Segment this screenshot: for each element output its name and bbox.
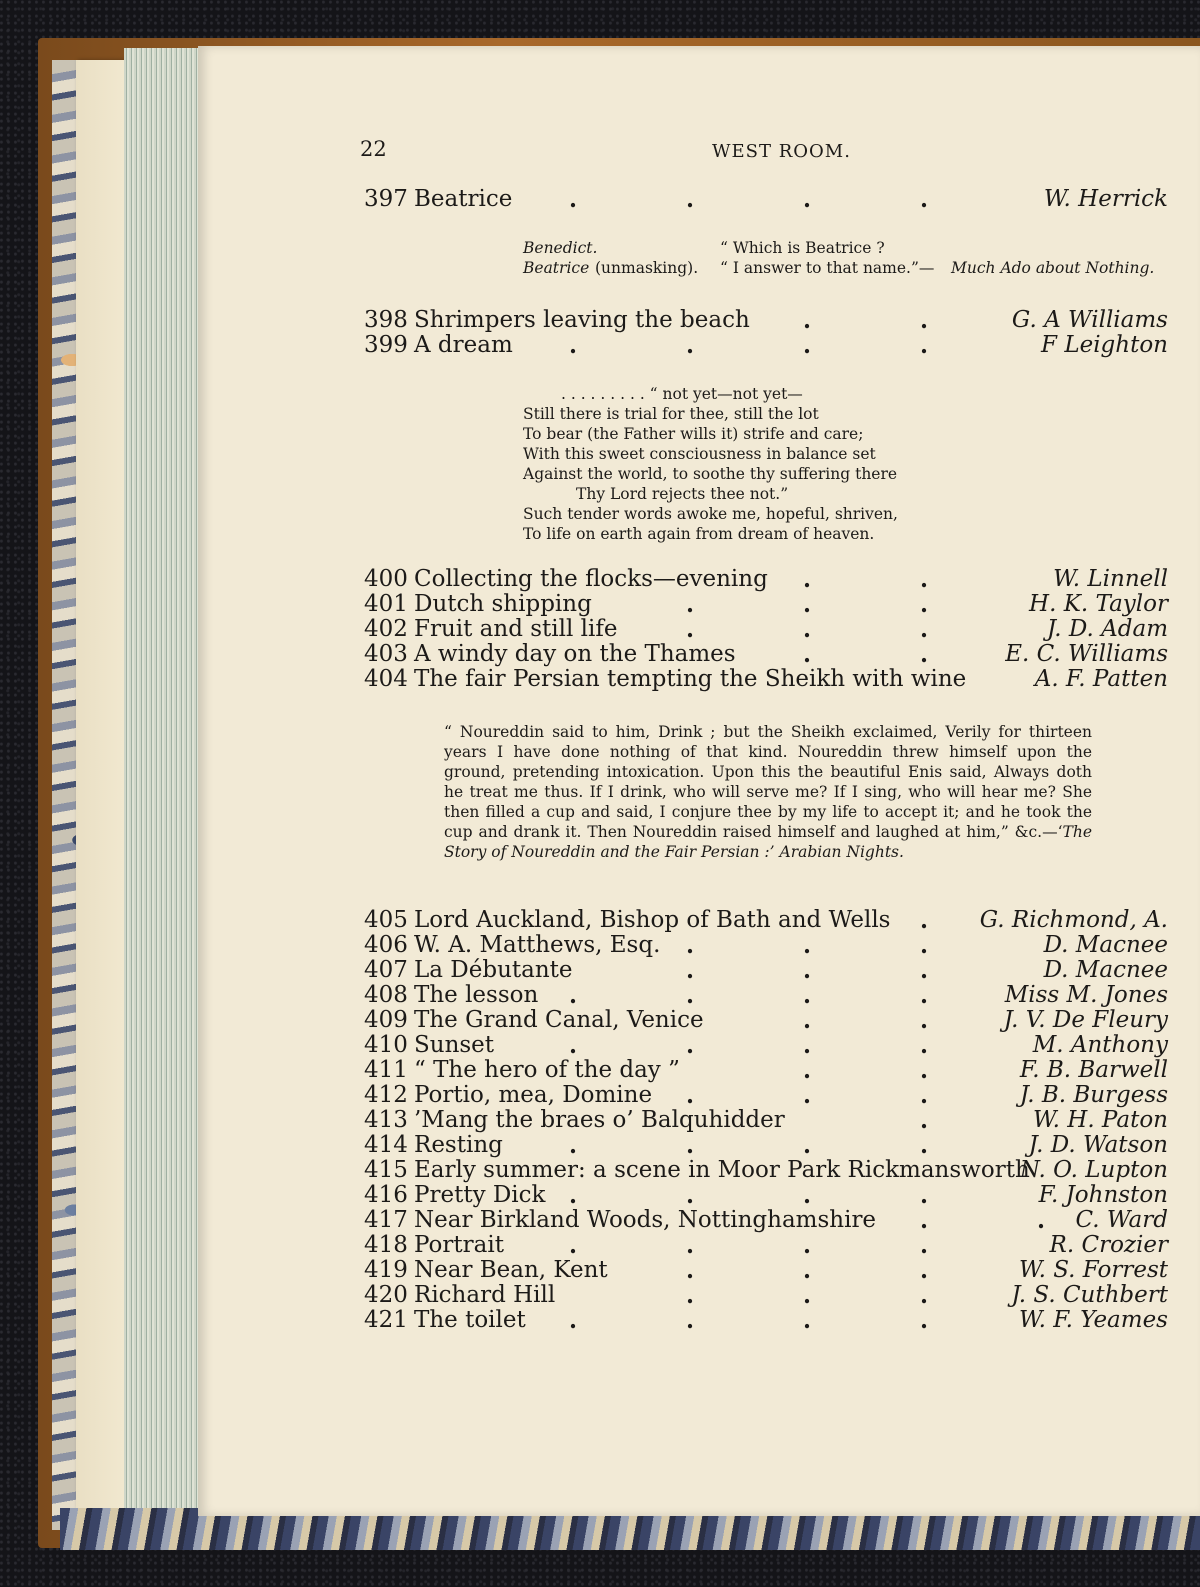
entry-artist: H. K. Taylor [1029,591,1168,617]
leader-dot: . [920,1082,929,1109]
page-edges [124,48,206,1516]
entry-title: Near Birkland Woods, Nottinghamshire [414,1207,877,1233]
leader-dot: . [686,591,695,618]
catalogue-entry [364,983,1168,1008]
catalogue-entry [364,1283,1168,1308]
entry-title: Resting [414,1132,503,1158]
entry-artist: F. B. Barwell [1019,1057,1168,1083]
entry-artist: J. S. Cuthbert [1011,1282,1168,1308]
catalogue-entry [364,1008,1168,1033]
running-title: WEST ROOM. [712,141,851,162]
entry-number: 408 [364,982,408,1008]
entry-number: 398 [364,307,408,333]
leader-dot: . [686,616,695,643]
leader-dot: . [803,307,812,334]
entry-number: 399 [364,332,408,358]
leader-dot: . [803,566,812,593]
leader-dot: . [1037,1207,1046,1234]
entry-artist: D. Macnee [1043,932,1168,958]
entry-title: Collecting the flocks—evening [414,566,768,592]
poem-line: Against the world, to soothe thy suffering there [523,465,898,483]
quote-line: “ Which is Beatrice ? [720,239,885,257]
entry-number: 403 [364,641,408,667]
leader-dot: . [686,1257,695,1284]
leader-dot: . [920,1257,929,1284]
entry-title: Sunset [414,1032,495,1058]
catalogue-entry [364,1208,1168,1233]
leader-dot: . [920,982,929,1009]
leader-dot: . [686,1032,695,1059]
entry-number: 407 [364,957,408,983]
stage-direction: (unmasking). [595,259,699,277]
entry-artist: W. Linnell [1053,566,1168,592]
catalogue-entry [364,1233,1168,1258]
prose-quotation [444,722,1092,862]
leader-dot: . [920,1207,929,1234]
entry-number: 418 [364,1232,408,1258]
entry-number: 416 [364,1182,408,1208]
entry-number: 414 [364,1132,408,1158]
catalogue-entry [364,333,1168,358]
entry-number: 417 [364,1207,408,1233]
entry-title: Pretty Dick [414,1182,546,1208]
entry-artist: J. D. Watson [1028,1132,1168,1158]
poem-line: . . . . . . . . . “ not yet—not yet— [561,385,803,403]
poem-line: Still there is trial for thee, still the lot [523,405,819,423]
catalogue-entry [364,958,1168,983]
leader-dot: . [569,186,578,213]
leader-dot: . [803,591,812,618]
catalogue-entry [364,908,1168,933]
leader-dot: . [569,1032,578,1059]
entry-number: 421 [364,1307,408,1333]
poem-line: Such tender words awoke me, hopeful, shriven, [523,505,898,523]
entry-number: 404 [364,666,408,692]
entry-number: 397 [364,186,408,212]
entry-title: The fair Persian tempting the Sheikh with wine [414,666,967,692]
leader-dot: . [920,932,929,959]
leader-dot: . [920,957,929,984]
entry-title: Dutch shipping [414,591,592,617]
quotation-text: “ Noureddin said to him, Drink ; but the Sheikh exclaimed, Verily for thirteen years I have done nothing of that kind. Noureddin threw himself upon the ground, pretending intoxication. Upon this the beautiful Enis said, Always doth he treat me thus. If I drink, who will serve me? If I sing, who will hear me? She then filled a cup and said, I conjure thee by my life to accept it; and he took the cup and drank it. Then Noureddin raised himself and laughed at him,” &c.—‘ [444,723,1092,841]
leader-dot: . [920,1107,929,1134]
leader-dot: . [569,982,578,1009]
catalogue-entry [364,1258,1168,1283]
speaker-benedict: Benedict. [523,239,598,257]
catalogue-entry [364,667,1168,692]
entry-number: 409 [364,1007,408,1033]
catalogue-entry [364,592,1168,617]
leader-dot: . [569,1307,578,1334]
entry-artist: J. B. Burgess [1019,1082,1168,1108]
entry-number: 419 [364,1257,408,1283]
leader-dot: . [686,1182,695,1209]
leader-dot: . [686,1282,695,1309]
leader-dot: . [686,932,695,959]
poem-line: To life on earth again from dream of heaven. [523,525,875,543]
entry-artist: W. H. Paton [1033,1107,1168,1133]
entry-artist: M. Anthony [1032,1032,1168,1058]
leader-dot: . [803,1232,812,1259]
entry-artist: W. Herrick [1043,186,1168,212]
leader-dot: . [803,1007,812,1034]
entry-artist: A. F. Patten [1034,666,1168,692]
leader-dot: . [920,307,929,334]
entry-title: A dream [414,332,513,358]
entry-number: 411 [364,1057,408,1083]
catalogue-entry [364,187,1168,212]
leader-dot: . [920,1232,929,1259]
leader-dot: . [686,1082,695,1109]
catalogue-entry [364,1308,1168,1333]
entry-number: 413 [364,1107,408,1133]
leader-dot: . [803,982,812,1009]
leader-dot: . [686,1232,695,1259]
leader-dot: . [920,332,929,359]
leader-dot: . [920,1057,929,1084]
entry-number: 402 [364,616,408,642]
leader-dot: . [803,1132,812,1159]
entry-title: ’Mang the braes o’ Balquhidder [414,1107,785,1133]
leader-dot: . [920,641,929,668]
leader-dot: . [920,1007,929,1034]
leader-dot: . [803,641,812,668]
poem-line: Thy Lord rejects thee not.” [576,485,789,503]
entry-artist: R. Crozier [1049,1232,1168,1258]
entry-title: Early summer: a scene in Moor Park Rickmansworth [414,1157,1030,1183]
leader-dot: . [803,1282,812,1309]
leader-dot: . [803,1057,812,1084]
catalogue-entry [364,642,1168,667]
leader-dot: . [803,1257,812,1284]
leader-dot: . [686,957,695,984]
entry-artist: W. S. Forrest [1019,1257,1168,1283]
leader-dot: . [803,616,812,643]
catalogue-entry [364,1183,1168,1208]
entry-number: 415 [364,1157,408,1183]
entry-number: 400 [364,566,408,592]
leader-dot: . [920,1132,929,1159]
catalogue-entry [364,1108,1168,1133]
entry-title: Beatrice [414,186,513,212]
catalogue-entry [364,933,1168,958]
catalogue-entry [364,1083,1168,1108]
catalogue-entry [364,1058,1168,1083]
entry-title: Fruit and still life [414,616,618,642]
quote-line: “ I answer to that name.”— [720,259,935,277]
entry-number: 405 [364,907,408,933]
leader-dot: . [686,332,695,359]
leader-dot: . [569,1182,578,1209]
leader-dot: . [803,332,812,359]
leader-dot: . [803,1082,812,1109]
leader-dot: . [920,186,929,213]
leader-dot: . [686,982,695,1009]
entry-artist: G. Richmond, A. [979,907,1168,933]
entry-title: The Grand Canal, Venice [414,1007,704,1033]
leader-dot: . [920,907,929,934]
leader-dot: . [803,957,812,984]
leader-dot: . [686,186,695,213]
catalogue-entry [364,1133,1168,1158]
entry-artist: F. Johnston [1038,1182,1168,1208]
entry-artist: J. D. Adam [1046,616,1168,642]
catalogue-entry [364,617,1168,642]
leader-dot: . [920,616,929,643]
leader-dot: . [569,1232,578,1259]
leader-dot: . [920,1182,929,1209]
leader-dot: . [920,566,929,593]
leader-dot: . [569,332,578,359]
catalogue-entry [364,567,1168,592]
leader-dot: . [803,1032,812,1059]
catalogue-entry [364,308,1168,333]
page-number: 22 [360,137,387,161]
entry-artist: W. F. Yeames [1019,1307,1168,1333]
entry-artist: N. O. Lupton [1019,1157,1168,1183]
entry-artist: C. Ward [1075,1207,1168,1233]
entry-number: 401 [364,591,408,617]
entry-title: W. A. Matthews, Esq. [414,932,661,958]
entry-number: 412 [364,1082,408,1108]
leader-dot: . [920,1032,929,1059]
entry-number: 406 [364,932,408,958]
entry-title: Lord Auckland, Bishop of Bath and Wells [414,907,891,933]
entry-number: 410 [364,1032,408,1058]
entry-artist: J. V. De Fleury [1003,1007,1168,1033]
entry-artist: D. Macnee [1043,957,1168,983]
entry-title: A windy day on the Thames [414,641,736,667]
entry-number: 420 [364,1282,408,1308]
leader-dot: . [803,186,812,213]
entry-title: The toilet [414,1307,526,1333]
speaker-beatrice: Beatrice [523,259,590,277]
poem-line: To bear (the Father wills it) strife and care; [523,425,864,443]
catalogue-entry [364,1033,1168,1058]
leader-dot: . [920,1282,929,1309]
entry-title: La Débutante [414,957,573,983]
quotation-source-title: The Story of Noureddin and the Fair Persian :’ [444,823,1092,861]
leader-dot: . [686,1307,695,1334]
entry-title: Shrimpers leaving the beach [414,307,750,333]
entry-artist: G. A Williams [1011,307,1168,333]
leader-dot: . [803,932,812,959]
poem-quotation [523,384,898,544]
entry-title: “ The hero of the day ” [414,1057,680,1083]
leader-dot: . [569,1132,578,1159]
leader-dot: . [686,1132,695,1159]
leader-dot: . [920,1307,929,1334]
entry-title: Portio, mea, Domine [414,1082,653,1108]
quote-source: Much Ado about Nothing. [951,259,1155,277]
entry-title: Richard Hill [414,1282,556,1308]
entry-title: Portrait [414,1232,504,1258]
catalogue-entry [364,1158,1168,1183]
entry-artist: E. C. Williams [1005,641,1168,667]
entry-artist: F Leighton [1041,332,1168,358]
poem-line: With this sweet consciousness in balance set [523,445,876,463]
leader-dot: . [920,591,929,618]
quotation-source-book: Arabian Nights. [779,843,904,861]
leader-dot: . [803,1182,812,1209]
leader-dot: . [803,1307,812,1334]
entry-artist: Miss M. Jones [1004,982,1168,1008]
entry-title: Near Bean, Kent [414,1257,608,1283]
entry-title: The lesson [414,982,539,1008]
